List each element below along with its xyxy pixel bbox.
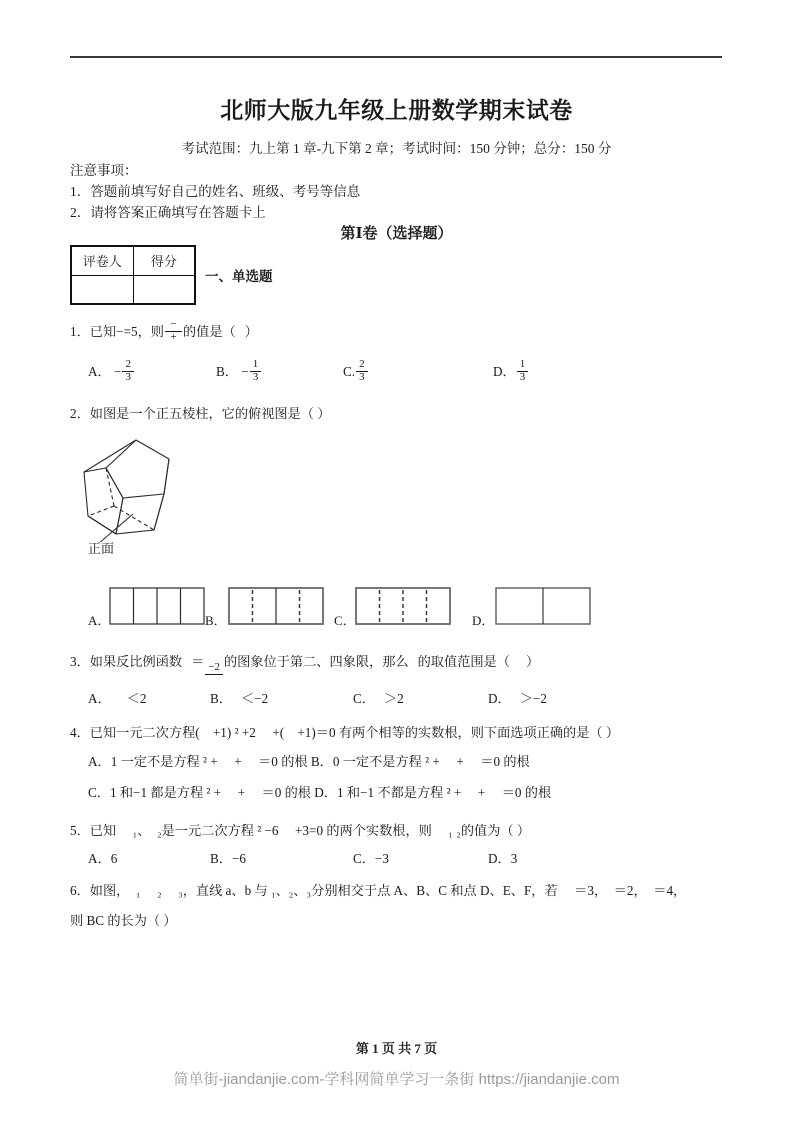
- option-sign: −: [114, 363, 122, 379]
- question-2-option-d[interactable]: [472, 584, 597, 633]
- question-3-equals: ＝: [191, 654, 205, 669]
- score-table-header-reviewer: 评卷人: [71, 246, 133, 275]
- option-label: B．: [205, 613, 227, 628]
- question-1-text-b: 的值是（: [183, 323, 236, 339]
- question-1-equation: −=5，则: [116, 323, 164, 339]
- question-6-stem: [70, 880, 686, 901]
- option-label: A．: [88, 851, 111, 866]
- question-2-option-c[interactable]: [334, 584, 459, 633]
- fraction-numerator: −2: [208, 660, 220, 673]
- option-text: 6: [110, 851, 118, 866]
- question-4-text: 已知一元二次方程( +1) ² +2 +( +1)＝0 有两个相等的实数根，则下面选项正确的是（ ）: [89, 725, 620, 740]
- fraction-numerator: 1: [519, 358, 526, 370]
- score-table-header-score: 得分: [133, 246, 195, 275]
- option-sign: −: [241, 363, 249, 379]
- option-text: ＜2: [126, 691, 147, 706]
- question-2-stem: [70, 403, 330, 424]
- question-3-text-b: 的图象位于第二、四象限，那么: [224, 654, 409, 669]
- pentagonal-prism-figure: [76, 432, 206, 542]
- fraction-numerator: −: [170, 318, 177, 330]
- score-table-cell-score[interactable]: [133, 275, 195, 304]
- question-1-option-d[interactable]: [493, 360, 529, 385]
- option-label: C．: [353, 851, 375, 866]
- option-label: D．: [472, 613, 495, 628]
- question-2-option-b[interactable]: [205, 584, 330, 633]
- footer-credit: 简单街-jiandanjie.com-学科网简单学习一条街 https://jiandanjie.com: [173, 1071, 620, 1088]
- question-4-options-line-1[interactable]: A．1 一定不是方程 ² + + ＝0 的根 B．0 一定不是方程 ² + + ＝0 的根: [88, 754, 530, 769]
- fraction-numerator: 2: [125, 358, 131, 370]
- option-fraction: [122, 359, 134, 384]
- option-label: D．: [488, 691, 511, 706]
- question-1-stem: [70, 320, 258, 345]
- question-5-option-b[interactable]: [210, 848, 246, 867]
- option-label: A．: [88, 613, 111, 628]
- fraction-numerator: 1: [252, 358, 259, 370]
- prism-front-label: 正面: [88, 541, 115, 556]
- header-divider: [70, 56, 722, 58]
- question-5-number: 5．: [70, 823, 90, 838]
- question-1-fraction: [165, 319, 182, 344]
- question-3-option-a[interactable]: [88, 688, 147, 707]
- fraction-denominator: +: [165, 331, 182, 344]
- question-4-number: 4．: [70, 725, 90, 740]
- question-4-stem: [70, 722, 619, 743]
- option-label: C.: [343, 363, 356, 379]
- notice-item-2: 2．请将答案正确填写在答题卡上: [70, 205, 266, 220]
- option-label: D．: [488, 851, 511, 866]
- question-1-option-b[interactable]: [216, 360, 262, 385]
- score-table: [70, 245, 196, 305]
- exam-subtitle: 考试范围：九上第 1 章-九下第 2 章；考试时间：150 分钟；总分：150 分: [181, 141, 612, 156]
- question-3-option-b[interactable]: [210, 688, 268, 707]
- option-fraction: [517, 359, 529, 384]
- option-label: A．: [88, 363, 111, 379]
- option-text: ＞2: [383, 691, 404, 706]
- question-6-text-line-2: 则 BC 的长为（ ）: [70, 913, 177, 928]
- option-label: B．: [210, 691, 232, 706]
- question-4-options-line-2[interactable]: C．1 和−1 都是方程 ² + + ＝0 的根 D．1 和−1 不都是方程 ² + + ＝0 的根: [88, 785, 552, 800]
- question-1-text-c: ）: [244, 323, 258, 339]
- option-label: C．: [334, 613, 356, 628]
- notice-block: [70, 160, 570, 223]
- question-1-option-a[interactable]: [88, 360, 135, 385]
- question-3-text-d: ）: [525, 654, 540, 669]
- option-fraction: [250, 359, 262, 384]
- question-1-text-a: 已知: [89, 323, 117, 339]
- option-text: −6: [231, 851, 247, 866]
- option-text: 3: [510, 851, 518, 866]
- question-3-stem: [70, 651, 539, 676]
- notice-item-1: 1．答题前填写好自己的姓名、班级、考号等信息: [70, 184, 361, 199]
- option-text: ＜−2: [240, 691, 269, 706]
- score-table-cell-reviewer[interactable]: [71, 275, 133, 304]
- page-title: 北师大版九年级上册数学期末试卷: [220, 97, 573, 124]
- fraction-numerator: 2: [359, 358, 365, 370]
- section-heading: 一、单选题: [205, 269, 273, 284]
- question-5-stem: [70, 820, 530, 841]
- table-row: [71, 246, 195, 275]
- question-3-text-c: 的取值范围是（: [417, 654, 510, 669]
- fraction-denominator: 3: [122, 371, 134, 384]
- question-3-fraction: [205, 662, 223, 675]
- option-fraction: [356, 359, 368, 384]
- option-label: C．: [353, 691, 375, 706]
- question-2-option-a[interactable]: [88, 584, 206, 633]
- option-text: −3: [374, 851, 390, 866]
- question-5-option-d[interactable]: [488, 848, 517, 867]
- question-1-number: 1．: [70, 323, 90, 339]
- question-1-option-c[interactable]: [343, 360, 369, 385]
- question-5-text: 已知 ₁、 ₂是一元二次方程 ² −6 +3=0 的两个实数根，则 ₁ ₂的值为（ ）: [89, 823, 531, 838]
- table-row: [71, 275, 195, 304]
- page-indicator: 第 1 页 共 7 页: [355, 1041, 438, 1056]
- question-5-option-c[interactable]: [353, 848, 389, 867]
- question-2-text: 如图是一个正五棱柱，它的俯视图是（ ）: [89, 406, 331, 421]
- question-2-number: 2．: [70, 406, 90, 421]
- question-3-text-a: 如果反比例函数: [89, 654, 183, 669]
- option-label: B．: [210, 851, 232, 866]
- question-6-number: 6．: [70, 883, 90, 898]
- volume-heading: 第Ⅰ卷（选择题）: [340, 226, 453, 242]
- question-3-option-d[interactable]: [488, 688, 547, 707]
- question-3-option-c[interactable]: [353, 688, 404, 707]
- option-text: ＞−2: [519, 691, 547, 706]
- fraction-denominator: [205, 674, 223, 675]
- question-5-option-a[interactable]: [88, 848, 117, 867]
- fraction-denominator: 3: [250, 371, 262, 384]
- notice-heading: 注意事项：: [70, 163, 138, 178]
- fraction-denominator: 3: [517, 371, 529, 384]
- option-label: B．: [216, 363, 238, 379]
- question-3-number: 3．: [70, 654, 90, 669]
- question-6-text-line-1: 如图， ₁ ₂ ₃，直线 a、b 与 ₁、₂、₃分别相交于点 A、B、C 和点 D、E、F，若 ＝3， ＝2， ＝4，: [89, 883, 687, 898]
- option-label: A．: [88, 691, 111, 706]
- fraction-denominator: 3: [356, 371, 368, 384]
- option-label: D．: [493, 363, 516, 379]
